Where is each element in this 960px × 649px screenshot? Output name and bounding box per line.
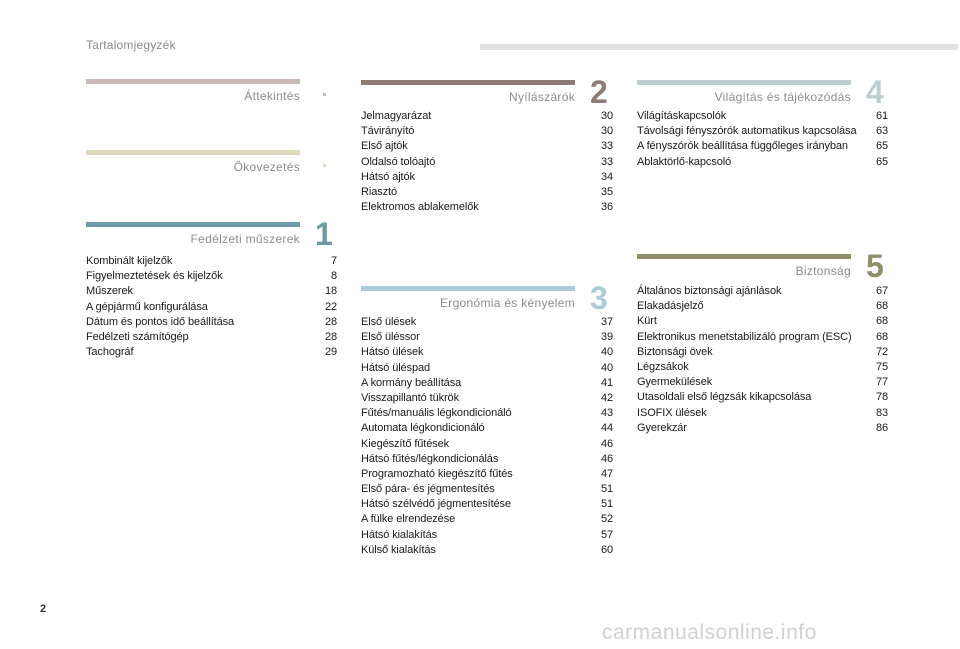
section-vilagitas-number: 4 [866, 74, 884, 110]
toc-entry-label: A kormány beállítása [361, 376, 462, 389]
toc-entry[interactable] [86, 269, 337, 284]
toc-entry-page: 29 [324, 346, 337, 359]
toc-entry-page: 37 [600, 316, 613, 328]
toc-entry-page: 63 [875, 125, 888, 138]
toc-entry[interactable] [637, 139, 888, 154]
section-nyilaszarok-entries [361, 109, 613, 215]
section-attekintes [86, 79, 300, 109]
section-attekintes-title[interactable]: Áttekintés [244, 89, 300, 103]
section-vilagitas-title[interactable]: Világítás és tájékozódás [714, 90, 851, 104]
toc-entry-label: Műszerek [86, 285, 133, 298]
toc-entry-label: Utasoldali első légzsák kikapcsolása [637, 391, 812, 404]
toc-entry-page: 60 [600, 543, 613, 556]
toc-entry-page: 39 [600, 331, 613, 344]
section-ergonomia-number: 3 [590, 280, 608, 316]
section-nyilaszarok-number: 2 [590, 74, 608, 110]
toc-entry-page: 44 [600, 422, 613, 435]
toc-entry-label: ISOFIX ülések [637, 406, 707, 419]
section-okovezetes-marker [323, 164, 326, 167]
toc-entry[interactable] [637, 360, 888, 375]
toc-entry-page: 33 [600, 140, 613, 153]
toc-entry-label: Külső kialakítás [361, 543, 436, 556]
page-header-title: Tartalomjegyzék [86, 38, 176, 52]
toc-entry-label: Első pára- és jégmentesítés [361, 483, 495, 496]
toc-entry-page: 68 [875, 315, 888, 328]
toc-entry[interactable] [361, 543, 613, 558]
toc-entry-page: 18 [324, 285, 337, 298]
section-okovezetes [86, 150, 300, 180]
toc-entry[interactable] [361, 315, 613, 330]
toc-entry-page: 35 [600, 185, 613, 198]
toc-entry-label: A fényszórók beállítása függőleges irányban [637, 140, 848, 153]
toc-entry-label: Távolsági fényszórók automatikus kapcsolása [637, 125, 857, 138]
toc-entry-label: Gyermekülések [637, 376, 713, 389]
section-biztonsag-title[interactable]: Biztonság [795, 264, 851, 278]
section-fedelzeti-number: 1 [315, 216, 333, 252]
toc-entry-label: Tachográf [86, 346, 134, 359]
toc-entry[interactable] [637, 375, 888, 390]
toc-entry-label: Jelmagyarázat [361, 110, 432, 122]
section-ergonomia-title[interactable]: Ergonómia és kényelem [439, 296, 575, 310]
section-nyilaszarok [361, 74, 613, 220]
toc-entry-label: A fülke elrendezése [361, 513, 456, 526]
toc-entry-label: Riasztó [361, 185, 397, 198]
section-ergonomia-entries [361, 315, 613, 558]
section-ergonomia [361, 280, 613, 566]
section-vilagitas-bar [637, 80, 851, 85]
toc-entry-label: Hátsó kialakítás [361, 528, 438, 541]
toc-entry-page: 77 [875, 376, 888, 389]
section-okovezetes-bar [86, 150, 300, 155]
toc-entry-page: 46 [600, 452, 613, 465]
toc-entry-label: Figyelmeztetések és kijelzők [86, 270, 223, 283]
section-fedelzeti-entries [86, 254, 337, 360]
toc-entry-label: A gépjármű konfigurálása [86, 300, 208, 313]
toc-entry-label: Biztonsági övek [637, 345, 713, 358]
toc-entry-page: 52 [600, 513, 613, 526]
toc-entry[interactable] [361, 170, 613, 185]
toc-entry[interactable] [361, 482, 613, 497]
toc-entry[interactable] [637, 421, 888, 436]
toc-entry-page: 30 [600, 125, 613, 138]
toc-entry-page: 7 [330, 255, 337, 267]
toc-entry-label: Világításkapcsolók [637, 110, 727, 122]
toc-entry-label: Fedélzeti számítógép [86, 330, 189, 343]
toc-entry[interactable] [361, 155, 613, 170]
toc-entry-page: 86 [875, 421, 888, 434]
toc-entry-page: 30 [600, 110, 613, 122]
toc-entry[interactable] [361, 406, 613, 421]
section-okovezetes-title[interactable]: Ökovezetés [233, 160, 300, 174]
toc-entry-page: 41 [600, 376, 613, 389]
toc-entry-page: 8 [330, 270, 337, 283]
section-nyilaszarok-title[interactable]: Nyílászárók [509, 90, 575, 104]
toc-entry[interactable] [361, 139, 613, 154]
toc-entry-label: Első ülések [361, 316, 417, 328]
toc-entry-label: Elektromos ablakemelők [361, 201, 479, 214]
toc-entry-label: Ablaktörlő-kapcsoló [637, 155, 732, 168]
toc-entry-label: Légzsákok [637, 360, 689, 373]
section-fedelzeti-bar [86, 222, 300, 227]
section-vilagitas-entries [637, 109, 888, 170]
toc-entry-page: 78 [875, 391, 888, 404]
toc-entry-label: Hátsó ülések [361, 346, 424, 359]
toc-entry-label: Elektronikus menetstabilizáló program (ESC) [637, 330, 852, 343]
toc-entry-label: Első ajtók [361, 140, 408, 153]
toc-entry[interactable] [361, 109, 613, 124]
toc-entry[interactable] [86, 315, 337, 330]
toc-entry-page: 47 [600, 467, 613, 480]
toc-entry-page: 67 [875, 285, 888, 297]
toc-entry[interactable] [86, 330, 337, 345]
toc-entry[interactable] [86, 345, 337, 360]
toc-entry[interactable] [637, 155, 888, 170]
toc-entry-label: Dátum és pontos idő beállítása [86, 315, 235, 328]
toc-entry-page: 46 [600, 437, 613, 450]
toc-entry-page: 34 [600, 170, 613, 183]
toc-entry[interactable] [361, 124, 613, 139]
toc-entry[interactable] [637, 124, 888, 139]
toc-entry[interactable] [361, 452, 613, 467]
toc-entry-page: 68 [875, 300, 888, 313]
toc-entry-page: 51 [600, 498, 613, 511]
toc-entry[interactable] [361, 361, 613, 376]
toc-entry-page: 83 [875, 406, 888, 419]
toc-entry[interactable] [361, 185, 613, 200]
toc-entry-label: Gyerekzár [637, 421, 687, 434]
toc-entry[interactable] [361, 528, 613, 543]
toc-entry[interactable] [361, 437, 613, 452]
section-biztonsag-bar [637, 254, 851, 259]
toc-entry-page: 57 [600, 528, 613, 541]
toc-entry-label: Első üléssor [361, 331, 420, 344]
toc-entry-page: 22 [324, 300, 337, 313]
section-biztonsag-number: 5 [866, 248, 884, 284]
toc-entry-page: 28 [324, 315, 337, 328]
toc-entry-label: Programozható kiegészítő fűtés [361, 467, 513, 480]
header-bar [480, 44, 958, 50]
toc-entry-label: Hátsó üléspad [361, 361, 431, 374]
toc-entry-label: Automata légkondicionáló [361, 422, 485, 435]
toc-entry-label: Oldalsó tolóajtó [361, 155, 436, 168]
toc-entry-page: 33 [600, 155, 613, 168]
toc-entry[interactable] [637, 284, 888, 299]
toc-entry[interactable] [361, 345, 613, 360]
section-nyilaszarok-bar [361, 80, 575, 85]
toc-entry-label: Hátsó ajtók [361, 170, 415, 183]
toc-entry-page: 65 [875, 140, 888, 153]
toc-entry-label: Kiegészítő fűtések [361, 437, 450, 450]
toc-entry[interactable] [361, 512, 613, 527]
toc-entry-page: 40 [600, 346, 613, 359]
section-vilagitas [637, 74, 888, 180]
toc-entry[interactable] [361, 497, 613, 512]
toc-entry[interactable] [86, 300, 337, 315]
toc-entry-label: Visszapillantó tükrök [361, 391, 459, 404]
toc-entry-page: 75 [875, 360, 888, 373]
section-fedelzeti-title[interactable]: Fedélzeti műszerek [190, 232, 300, 246]
toc-entry[interactable] [361, 376, 613, 391]
section-fedelzeti [86, 216, 337, 362]
toc-entry-label: Távirányító [361, 125, 415, 138]
watermark: carmanualsonline.info [602, 621, 817, 644]
toc-entry[interactable] [361, 200, 613, 215]
toc-entry-page: 40 [600, 361, 613, 374]
toc-entry-label: Kürt [637, 315, 657, 328]
toc-entry-label: Fűtés/manuális légkondicionáló [361, 407, 512, 420]
section-biztonsag-entries [637, 284, 888, 436]
toc-entry[interactable] [637, 345, 888, 360]
toc-entry-page: 36 [600, 201, 613, 214]
toc-entry[interactable] [86, 254, 337, 269]
toc-entry-page: 28 [324, 330, 337, 343]
toc-entry-page: 65 [875, 155, 888, 168]
section-ergonomia-bar [361, 286, 575, 291]
toc-entry[interactable] [637, 109, 888, 124]
toc-entry[interactable] [361, 330, 613, 345]
section-biztonsag [637, 248, 888, 444]
toc-entry[interactable] [361, 467, 613, 482]
toc-entry[interactable] [361, 391, 613, 406]
toc-entry[interactable] [637, 299, 888, 314]
toc-entry-label: Hátsó fűtés/légkondicionálás [361, 452, 499, 465]
toc-entry-label: Általános biztonsági ajánlások [637, 285, 782, 297]
toc-entry[interactable] [637, 406, 888, 421]
toc-entry-label: Kombinált kijelzők [86, 255, 173, 267]
page-number: 2 [40, 603, 47, 615]
toc-entry[interactable] [86, 284, 337, 299]
toc-entry[interactable] [361, 421, 613, 436]
toc-entry-page: 72 [875, 345, 888, 358]
toc-entry[interactable] [637, 314, 888, 329]
toc-entry-page: 51 [600, 483, 613, 496]
section-attekintes-marker [323, 93, 326, 96]
toc-entry-page: 68 [875, 330, 888, 343]
toc-entry[interactable] [637, 390, 888, 405]
toc-entry-page: 42 [600, 391, 613, 404]
section-attekintes-bar [86, 79, 300, 84]
toc-entry-page: 61 [875, 110, 888, 122]
toc-entry-label: Hátsó szélvédő jégmentesítése [361, 498, 511, 511]
toc-entry-label: Elakadásjelző [637, 300, 704, 313]
toc-entry-page: 43 [600, 407, 613, 420]
toc-entry[interactable] [637, 330, 888, 345]
